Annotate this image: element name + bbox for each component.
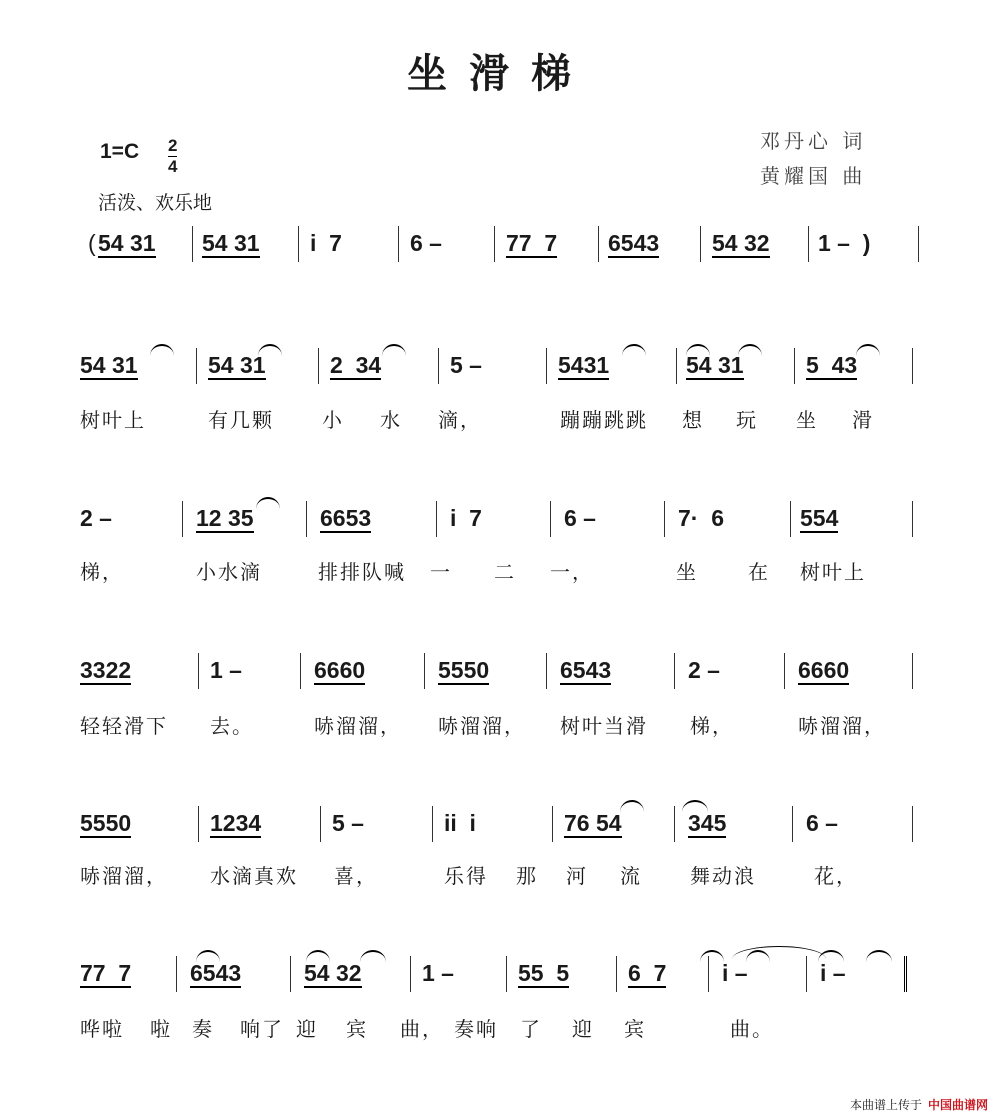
lyric-syllable: 树叶当滑 <box>560 714 648 738</box>
barline <box>546 653 547 689</box>
lyric-syllable: 树叶上 <box>80 408 146 432</box>
barline <box>912 653 913 689</box>
barline <box>794 348 795 384</box>
note-group: 54 31 <box>80 352 138 378</box>
slur <box>196 950 220 962</box>
lyric-syllable: 水 <box>380 408 402 432</box>
barline <box>546 348 547 384</box>
footer <box>850 1096 988 1113</box>
note-group: 2 34 <box>330 352 382 378</box>
barline <box>806 956 807 992</box>
lyric-syllable: 滑 <box>852 408 874 432</box>
slur <box>700 950 724 962</box>
note-group: 6543 <box>560 657 612 683</box>
lyric-syllable: 迎 <box>296 1017 318 1041</box>
note-group: 54 31 <box>208 352 266 378</box>
note-group: 1 – ) <box>818 230 871 256</box>
barline <box>300 653 301 689</box>
slur <box>360 950 386 962</box>
barline <box>918 226 919 262</box>
barline <box>912 501 913 537</box>
barline <box>424 653 425 689</box>
barline <box>306 501 307 537</box>
barline <box>196 348 197 384</box>
barline <box>438 348 439 384</box>
slur <box>866 950 892 962</box>
lyric-syllable: 玩 <box>736 408 758 432</box>
barline <box>616 956 617 992</box>
lyric-syllable: 去。 <box>210 714 254 738</box>
barline <box>674 653 675 689</box>
lyric-syllable: 啦 <box>150 1017 172 1041</box>
lyric-syllable: 哧溜溜， <box>438 714 526 738</box>
slur <box>622 344 646 356</box>
note-group: 3322 <box>80 657 132 683</box>
barline <box>792 806 793 842</box>
lyric-syllable: 梯， <box>80 560 124 584</box>
barline <box>320 806 321 842</box>
slur <box>620 800 644 812</box>
lyric-syllable: 轻轻滑下 <box>80 714 168 738</box>
note-group: 5 – <box>332 810 364 836</box>
lyric-syllable: 一， <box>550 560 594 584</box>
key-signature: 1=C <box>100 140 140 163</box>
slur <box>682 800 708 812</box>
barline <box>506 956 507 992</box>
final-barline <box>904 956 912 992</box>
lyric-syllable: 坐 <box>796 408 818 432</box>
tie <box>732 946 826 959</box>
barline <box>318 348 319 384</box>
note-group: 6653 <box>320 505 372 531</box>
note-group: 5 – <box>450 352 482 378</box>
note-group: 77 7 <box>80 960 132 986</box>
meter-bottom: 4 <box>168 157 178 176</box>
lyric-syllable: 蹦蹦跳跳 <box>560 408 648 432</box>
note-group: i 7 <box>450 505 482 531</box>
lyric-syllable: 滴， <box>438 408 482 432</box>
time-signature <box>168 138 177 175</box>
note-group: 76 54 <box>564 810 622 836</box>
barline <box>912 348 913 384</box>
slur <box>686 344 710 356</box>
barline <box>398 226 399 262</box>
meter-top: 2 <box>168 136 178 155</box>
lyric-syllable: 曲， <box>400 1017 444 1041</box>
note-group: 54 32 <box>304 960 362 986</box>
lyric-syllable: 哧溜溜， <box>80 864 168 888</box>
note-group: 6543 <box>190 960 242 986</box>
slur <box>856 344 880 356</box>
note-group: 6 – <box>410 230 442 256</box>
note-group: 12 35 <box>196 505 254 531</box>
lyric-syllable: 响了 <box>240 1017 284 1041</box>
lyric-syllable: 奏 <box>192 1017 214 1041</box>
barline <box>808 226 809 262</box>
lyric-syllable: 花， <box>814 864 858 888</box>
barline <box>784 653 785 689</box>
lyric-syllable: 那 <box>516 864 538 888</box>
lyric-syllable: 舞动浪 <box>690 864 756 888</box>
barline <box>494 226 495 262</box>
note-group: 2 – <box>688 657 720 683</box>
barline <box>550 501 551 537</box>
slur <box>150 344 174 356</box>
barline <box>676 348 677 384</box>
barline <box>790 501 791 537</box>
lyricist-credit: 邓丹心 词 <box>760 129 867 153</box>
barline <box>410 956 411 992</box>
note-group: 54 31 <box>202 230 260 256</box>
note-group: i – <box>820 960 846 986</box>
note-group: 54 31 <box>98 230 156 256</box>
note-group: 345 <box>688 810 727 836</box>
barline <box>192 226 193 262</box>
note-group: 1 – <box>210 657 242 683</box>
note-group: i – <box>722 960 748 986</box>
lyric-syllable: 河 <box>566 864 588 888</box>
lyric-syllable: 梯， <box>690 714 734 738</box>
site-logo: 中国曲谱网 <box>927 1098 988 1112</box>
barline <box>436 501 437 537</box>
note-group: 54 32 <box>712 230 770 256</box>
note-group: 6 – <box>806 810 838 836</box>
barline <box>298 226 299 262</box>
lyric-syllable: 有几颗 <box>208 408 274 432</box>
note-group: 77 7 <box>506 230 558 256</box>
lyric-syllable: 二 <box>494 560 516 584</box>
barline <box>290 956 291 992</box>
lyric-syllable: 坐 <box>676 560 698 584</box>
lyric-syllable: 哧溜溜， <box>798 714 886 738</box>
lyric-syllable: 排排队喊 <box>318 560 406 584</box>
barline <box>198 653 199 689</box>
lyric-syllable: 树叶上 <box>800 560 866 584</box>
slur <box>258 344 282 356</box>
lyric-syllable: 小水滴 <box>196 560 262 584</box>
lyric-syllable: 宾 <box>346 1017 368 1041</box>
barline <box>182 501 183 537</box>
note-group: 6660 <box>314 657 366 683</box>
note-group: 1234 <box>210 810 262 836</box>
note-group: 1 – <box>422 960 454 986</box>
note-group: 6543 <box>608 230 660 256</box>
note-group: ( <box>88 230 96 256</box>
slur <box>738 344 762 356</box>
slur <box>306 950 330 962</box>
lyric-syllable: 想 <box>682 408 704 432</box>
barline <box>176 956 177 992</box>
slur <box>382 344 406 356</box>
barline <box>198 806 199 842</box>
lyric-syllable: 哗啦 <box>80 1017 124 1041</box>
footer-upload-label: 本曲谱上传于 <box>849 1098 922 1112</box>
note-group: 55 5 <box>518 960 570 986</box>
note-group: 2 – <box>80 505 112 531</box>
lyric-syllable: 哧溜溜， <box>314 714 402 738</box>
lyric-syllable: 流 <box>620 864 642 888</box>
composer-credit: 黄耀国 曲 <box>760 164 867 188</box>
barline <box>552 806 553 842</box>
note-group: 5431 <box>558 352 610 378</box>
barline <box>912 806 913 842</box>
slur <box>256 497 280 509</box>
barline <box>598 226 599 262</box>
note-group: ii i <box>444 810 476 836</box>
barline <box>700 226 701 262</box>
lyric-syllable: 小 <box>322 408 344 432</box>
note-group: i 7 <box>310 230 342 256</box>
lyric-syllable: 喜， <box>334 864 378 888</box>
note-group: 54 31 <box>686 352 744 378</box>
page-title: 坐滑梯 <box>407 51 593 97</box>
note-group: 6660 <box>798 657 850 683</box>
lyric-syllable: 一 <box>430 560 452 584</box>
note-group: 5550 <box>438 657 490 683</box>
lyric-syllable: 曲。 <box>730 1017 774 1041</box>
lyric-syllable: 乐得 <box>444 864 488 888</box>
note-group: 554 <box>800 505 839 531</box>
barline <box>674 806 675 842</box>
note-group: 6 7 <box>628 960 667 986</box>
note-group: 6 – <box>564 505 596 531</box>
lyric-syllable: 在 <box>748 560 770 584</box>
lyric-syllable: 宾 <box>624 1017 646 1041</box>
lyric-syllable: 水滴真欢 <box>210 864 298 888</box>
lyric-syllable: 了 <box>520 1017 542 1041</box>
barline <box>664 501 665 537</box>
lyric-syllable: 奏响 <box>454 1017 498 1041</box>
lyric-syllable: 迎 <box>572 1017 594 1041</box>
tempo-marking: 活泼、欢乐地 <box>98 192 213 214</box>
note-group: 5550 <box>80 810 132 836</box>
note-group: 7· 6 <box>678 505 725 531</box>
barline <box>432 806 433 842</box>
note-group: 5 43 <box>806 352 858 378</box>
